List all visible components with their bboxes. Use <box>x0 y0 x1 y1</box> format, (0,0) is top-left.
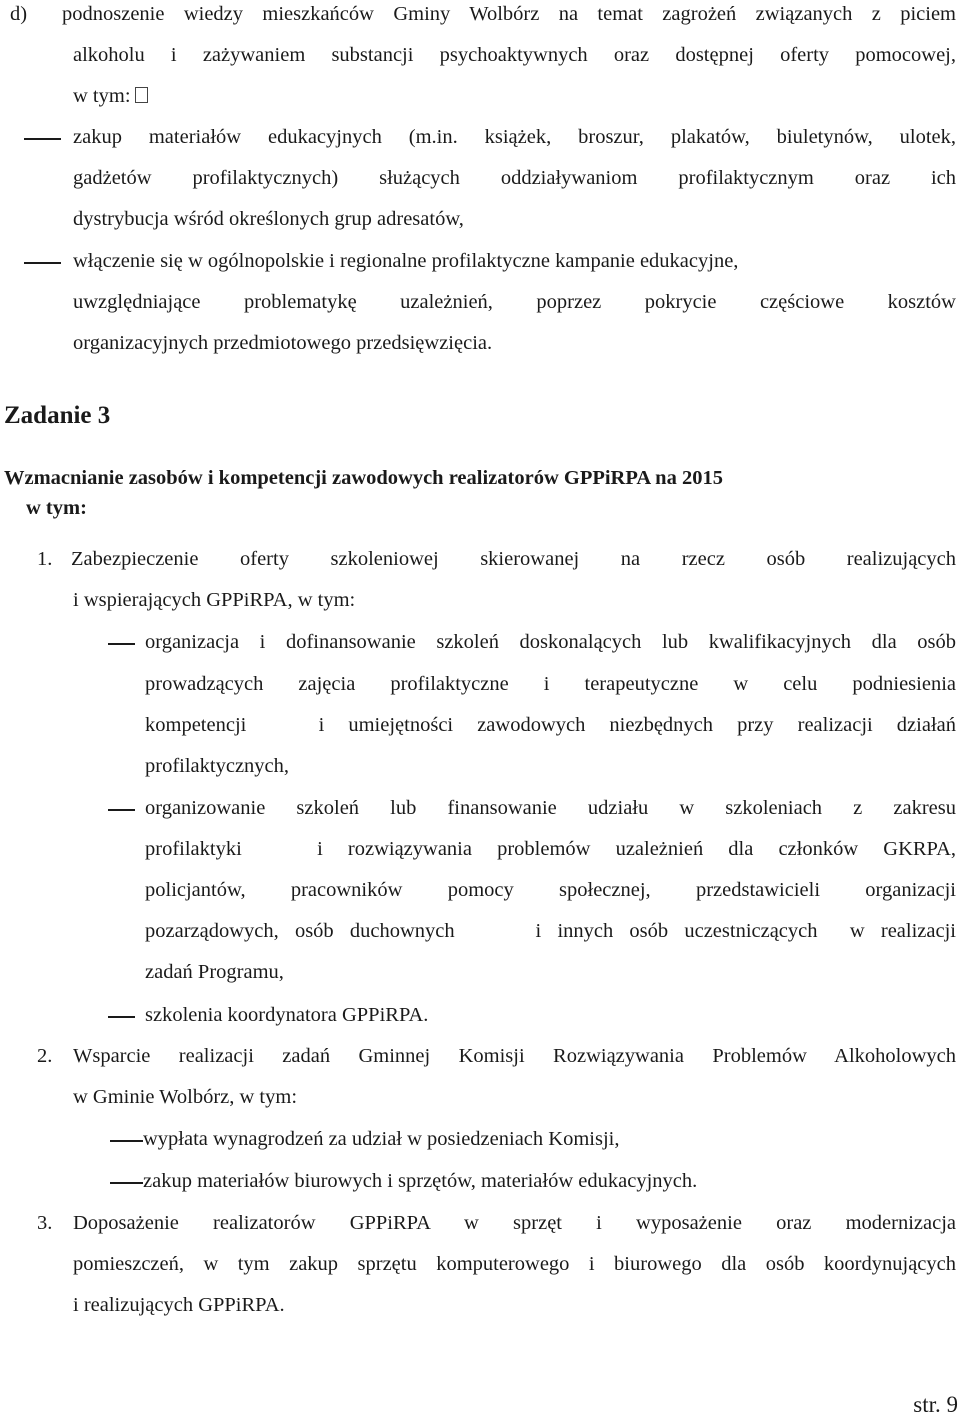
bullet-1b-line2: profilaktyki i rozwiązywania problemów uzależnień dla członków GKRPA, <box>145 838 956 860</box>
bullet-1b-line4: pozarządowych, osób duchownych i innych osób uczestniczących w realizacji <box>145 920 956 942</box>
bullet-1b-line1: organizowanie szkoleń lub finansowanie udziału w szkoleniach z zakresu <box>145 797 956 819</box>
bullet-d1-line1: zakup materiałów edukacyjnych (m.in. książek, broszur, plakatów, biuletynów, ulotek, <box>73 126 956 148</box>
dash-icon <box>24 138 61 140</box>
list-item-number: 3. <box>37 1212 53 1234</box>
bullet-d2-line3: organizacyjnych przedmiotowego przedsięwzięcia. <box>73 332 493 354</box>
bullet-2b-line1: zakup materiałów biurowych i sprzętów, materiałów edukacyjnych. <box>143 1170 698 1192</box>
list-item-line2: i wspierających GPPiRPA, w tym: <box>73 589 356 611</box>
section-d-line3 <box>73 76 148 117</box>
task3-subtitle-line1: Wzmacnianie zasobów i kompetencji zawodowych realizatorów GPPiRPA na 2015 <box>4 467 723 489</box>
bullet-d1-line3: dystrybucja wśród określonych grup adresatów, <box>73 208 464 230</box>
bullet-1a-line3: kompetencji i umiejętności zawodowych niezbędnych przy realizacji działań <box>145 714 956 736</box>
list-item-line2: w Gminie Wolbórz, w tym: <box>73 1086 298 1108</box>
task3-title: Zadanie 3 <box>4 402 111 429</box>
missing-glyph-icon <box>135 87 148 103</box>
list-item-line1: Wsparcie realizacji zadań Gminnej Komisji Rozwiązywania Problemów Alkoholowych <box>73 1045 956 1067</box>
bullet-1b-line5: zadań Programu, <box>145 961 284 983</box>
bullet-1a-line1: organizacja i dofinansowanie szkoleń doskonalących lub kwalifikacyjnych dla osób <box>145 631 956 653</box>
page-number: str. 9 <box>913 1392 958 1417</box>
task3-subtitle-line2: w tym: <box>26 497 87 519</box>
section-d-intro-1: podnoszenie wiedzy mieszkańców Gminy Wolbórz na temat zagrożeń związanych z piciem <box>62 3 956 25</box>
section-d-line1 <box>10 0 956 35</box>
list-item-number: 2. <box>37 1045 53 1067</box>
section-d-intro-3: w tym: <box>73 85 131 107</box>
bullet-1c-line1: szkolenia koordynatora GPPiRPA. <box>145 1004 429 1026</box>
bullet-d1-line2: gadżetów profilaktycznych) służących oddziaływaniom profilaktycznym oraz ich <box>73 167 956 189</box>
list-item-line1: Doposażenie realizatorów GPPiRPA w sprzęt i wyposażenie oraz modernizacja <box>73 1212 956 1234</box>
dash-icon <box>108 809 135 811</box>
dash-icon <box>24 262 61 264</box>
list-item-line3: i realizujących GPPiRPA. <box>73 1294 285 1316</box>
list-item-line1: Zabezpieczenie oferty szkoleniowej skierowanej na rzecz osób realizujących <box>71 548 956 570</box>
bullet-1a-line4: profilaktycznych, <box>145 755 290 777</box>
section-d-line2: alkoholu i zażywaniem substancji psychoaktywnych oraz dostępnej oferty pomocowej, <box>73 44 956 66</box>
task3-subtitle <box>4 463 723 523</box>
bullet-d2-line2: uwzględniające problematykę uzależnień, poprzez pokrycie częściowe kosztów <box>73 291 956 313</box>
bullet-2a-line1: wypłata wynagrodzeń za udział w posiedzeniach Komisji, <box>143 1128 620 1150</box>
list-item-number: 1. <box>37 548 53 570</box>
dash-icon <box>110 1140 143 1142</box>
bullet-1a-line2: prowadzących zajęcia profilaktyczne i terapeutyczne w celu podniesienia <box>145 673 956 695</box>
list-item-line2: pomieszczeń, w tym zakup sprzętu komputerowego i biurowego dla osób koordynujących <box>73 1253 956 1275</box>
bullet-1b-line3: policjantów, pracowników pomocy społecznej, przedstawicieli organizacji <box>145 879 956 901</box>
section-d-label: d) <box>10 3 28 25</box>
bullet-d2-line1: włączenie się w ogólnopolskie i regionalne profilaktyczne kampanie edukacyjne, <box>73 250 739 272</box>
dash-icon <box>108 643 135 645</box>
dash-icon <box>108 1016 135 1018</box>
dash-icon <box>110 1182 143 1184</box>
